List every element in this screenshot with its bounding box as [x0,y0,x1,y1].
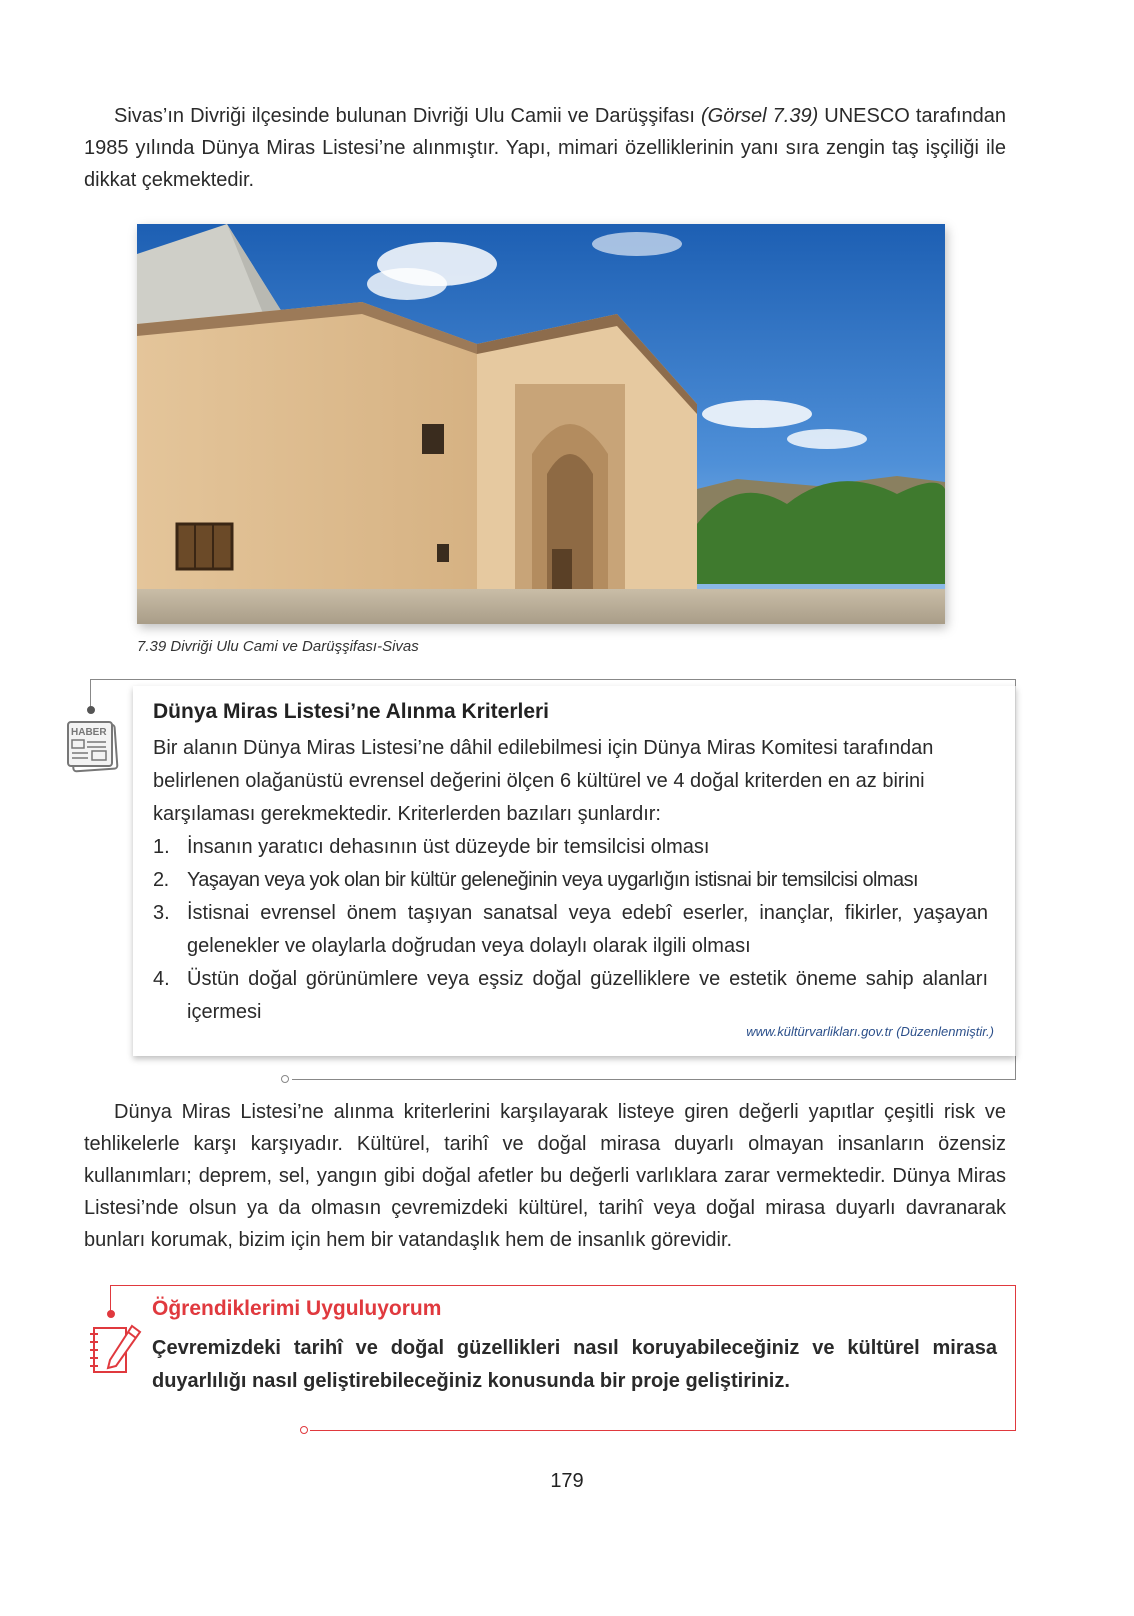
news-box-title: Dünya Miras Listesi’ne Alınma Kriterleri [153,700,550,723]
window [422,424,444,454]
frame-dot [87,706,95,714]
list-item-number: 4. [153,968,170,990]
news-icon-label: HABER [71,727,107,738]
divrigi-mosque-illustration [137,224,945,624]
frame-line [90,679,1016,680]
news-icon [66,720,126,780]
frame-line [110,1285,1016,1286]
ground [137,589,945,624]
list-item-text: Yaşayan veya yok olan bir kültür geleneğinin veya uygarlığın istisnai bir temsilcisi olması [187,869,919,891]
figure-reference: (Görsel 7.39) [701,105,819,127]
criteria-list [153,831,988,1029]
frame-line [310,1430,1016,1431]
list-item [153,864,988,897]
intro-paragraph [84,100,1006,196]
body-text: Dünya Miras Listesi’ne alınma kriterlerini karşılayarak listeye giren değerli yapıtlar çeşitli risk ve tehlikelerle karşı karşıyadır. Kültürel, tarihî ve doğal mirasa duyarlı olmayan insanların özensiz kullanımları; deprem, sel, yangın gibi doğal afetler bu değerli varlıklara zarar vermektedir. Dünya Miras Listesi’nde olsun ya da olmasın çevremizdeki kültürel, tarihî veya doğal mirasa duyarlı davranarak bunları korumak, bizim için hem bir vatandaşlık hem de insanlık görevidir. [84,1101,1006,1251]
list-item-number: 1. [153,836,170,858]
activity-text: Çevremizdeki tarihî ve doğal güzellikleri nasıl koruyabileceğiniz ve kültürel mirasa duyarlılığı nasıl geliştirebileceğiniz konusunda bir proje geliştiriniz. [152,1337,997,1392]
trees [697,481,945,584]
frame-line [90,679,91,709]
list-item [153,831,988,864]
source-link[interactable]: www.kültürvarlikları.gov.tr (Düzenlenmiştir.) [746,1024,994,1039]
list-item-number: 3. [153,902,170,924]
frame-line [1015,1285,1016,1431]
frame-dot [300,1426,308,1434]
intro-text-2: UNESCO tarafından 1985 yılında Dünya Miras Listesi’ne alınmıştır. Yapı, mimari özelliklerinin yanı sıra zengin taş işçiliği ile dikkat çekmektedir. [84,105,1006,191]
body-paragraph [84,1096,1006,1256]
divrigi-photo [137,224,945,624]
list-item-text: İnsanın yaratıcı dehasının üst düzeyde bir temsilcisi olması [187,836,710,858]
news-box-body [153,732,988,1029]
window [177,524,232,569]
news-box-intro: Bir alanın Dünya Miras Listesi’ne dâhil edilebilmesi için Dünya Miras Komitesi tarafından belirlenen olağanüstü evrensel değerini ölçen 6 kültürel ve 4 doğal kriterden en az birini karşılaması gerekmektedir. Kriterlerden bazıları şunlardır: [153,737,934,825]
activity-title: Öğrendiklerimi Uyguluyorum [152,1297,442,1320]
window [437,544,449,562]
photo-caption: 7.39 Divriği Ulu Cami ve Darüşşifası-Sivas [137,638,419,655]
frame-line [292,1079,1016,1080]
intro-text-1: Sivas’ın Divriği ilçesinde bulunan Divriği Ulu Camii ve Darüşşifası [114,105,702,127]
list-item [153,963,988,1029]
list-item-text: İstisnai evrensel önem taşıyan sanatsal veya edebî eserler, inançlar, fikirler, yaşayan gelenekler ve olaylarla doğrudan veya dolaylı olarak ilgili olması [187,902,988,957]
page-number: 179 [550,1470,584,1492]
frame-line [110,1285,111,1311]
list-item-text: Üstün doğal görünümlere veya eşsiz doğal güzelliklere ve estetik öneme sahip alanları içermesi [187,968,988,1023]
frame-dot [107,1310,115,1318]
notebook-pencil-icon [88,1322,144,1382]
list-item-number: 2. [153,869,169,891]
frame-dot [281,1075,289,1083]
list-item [153,897,988,963]
